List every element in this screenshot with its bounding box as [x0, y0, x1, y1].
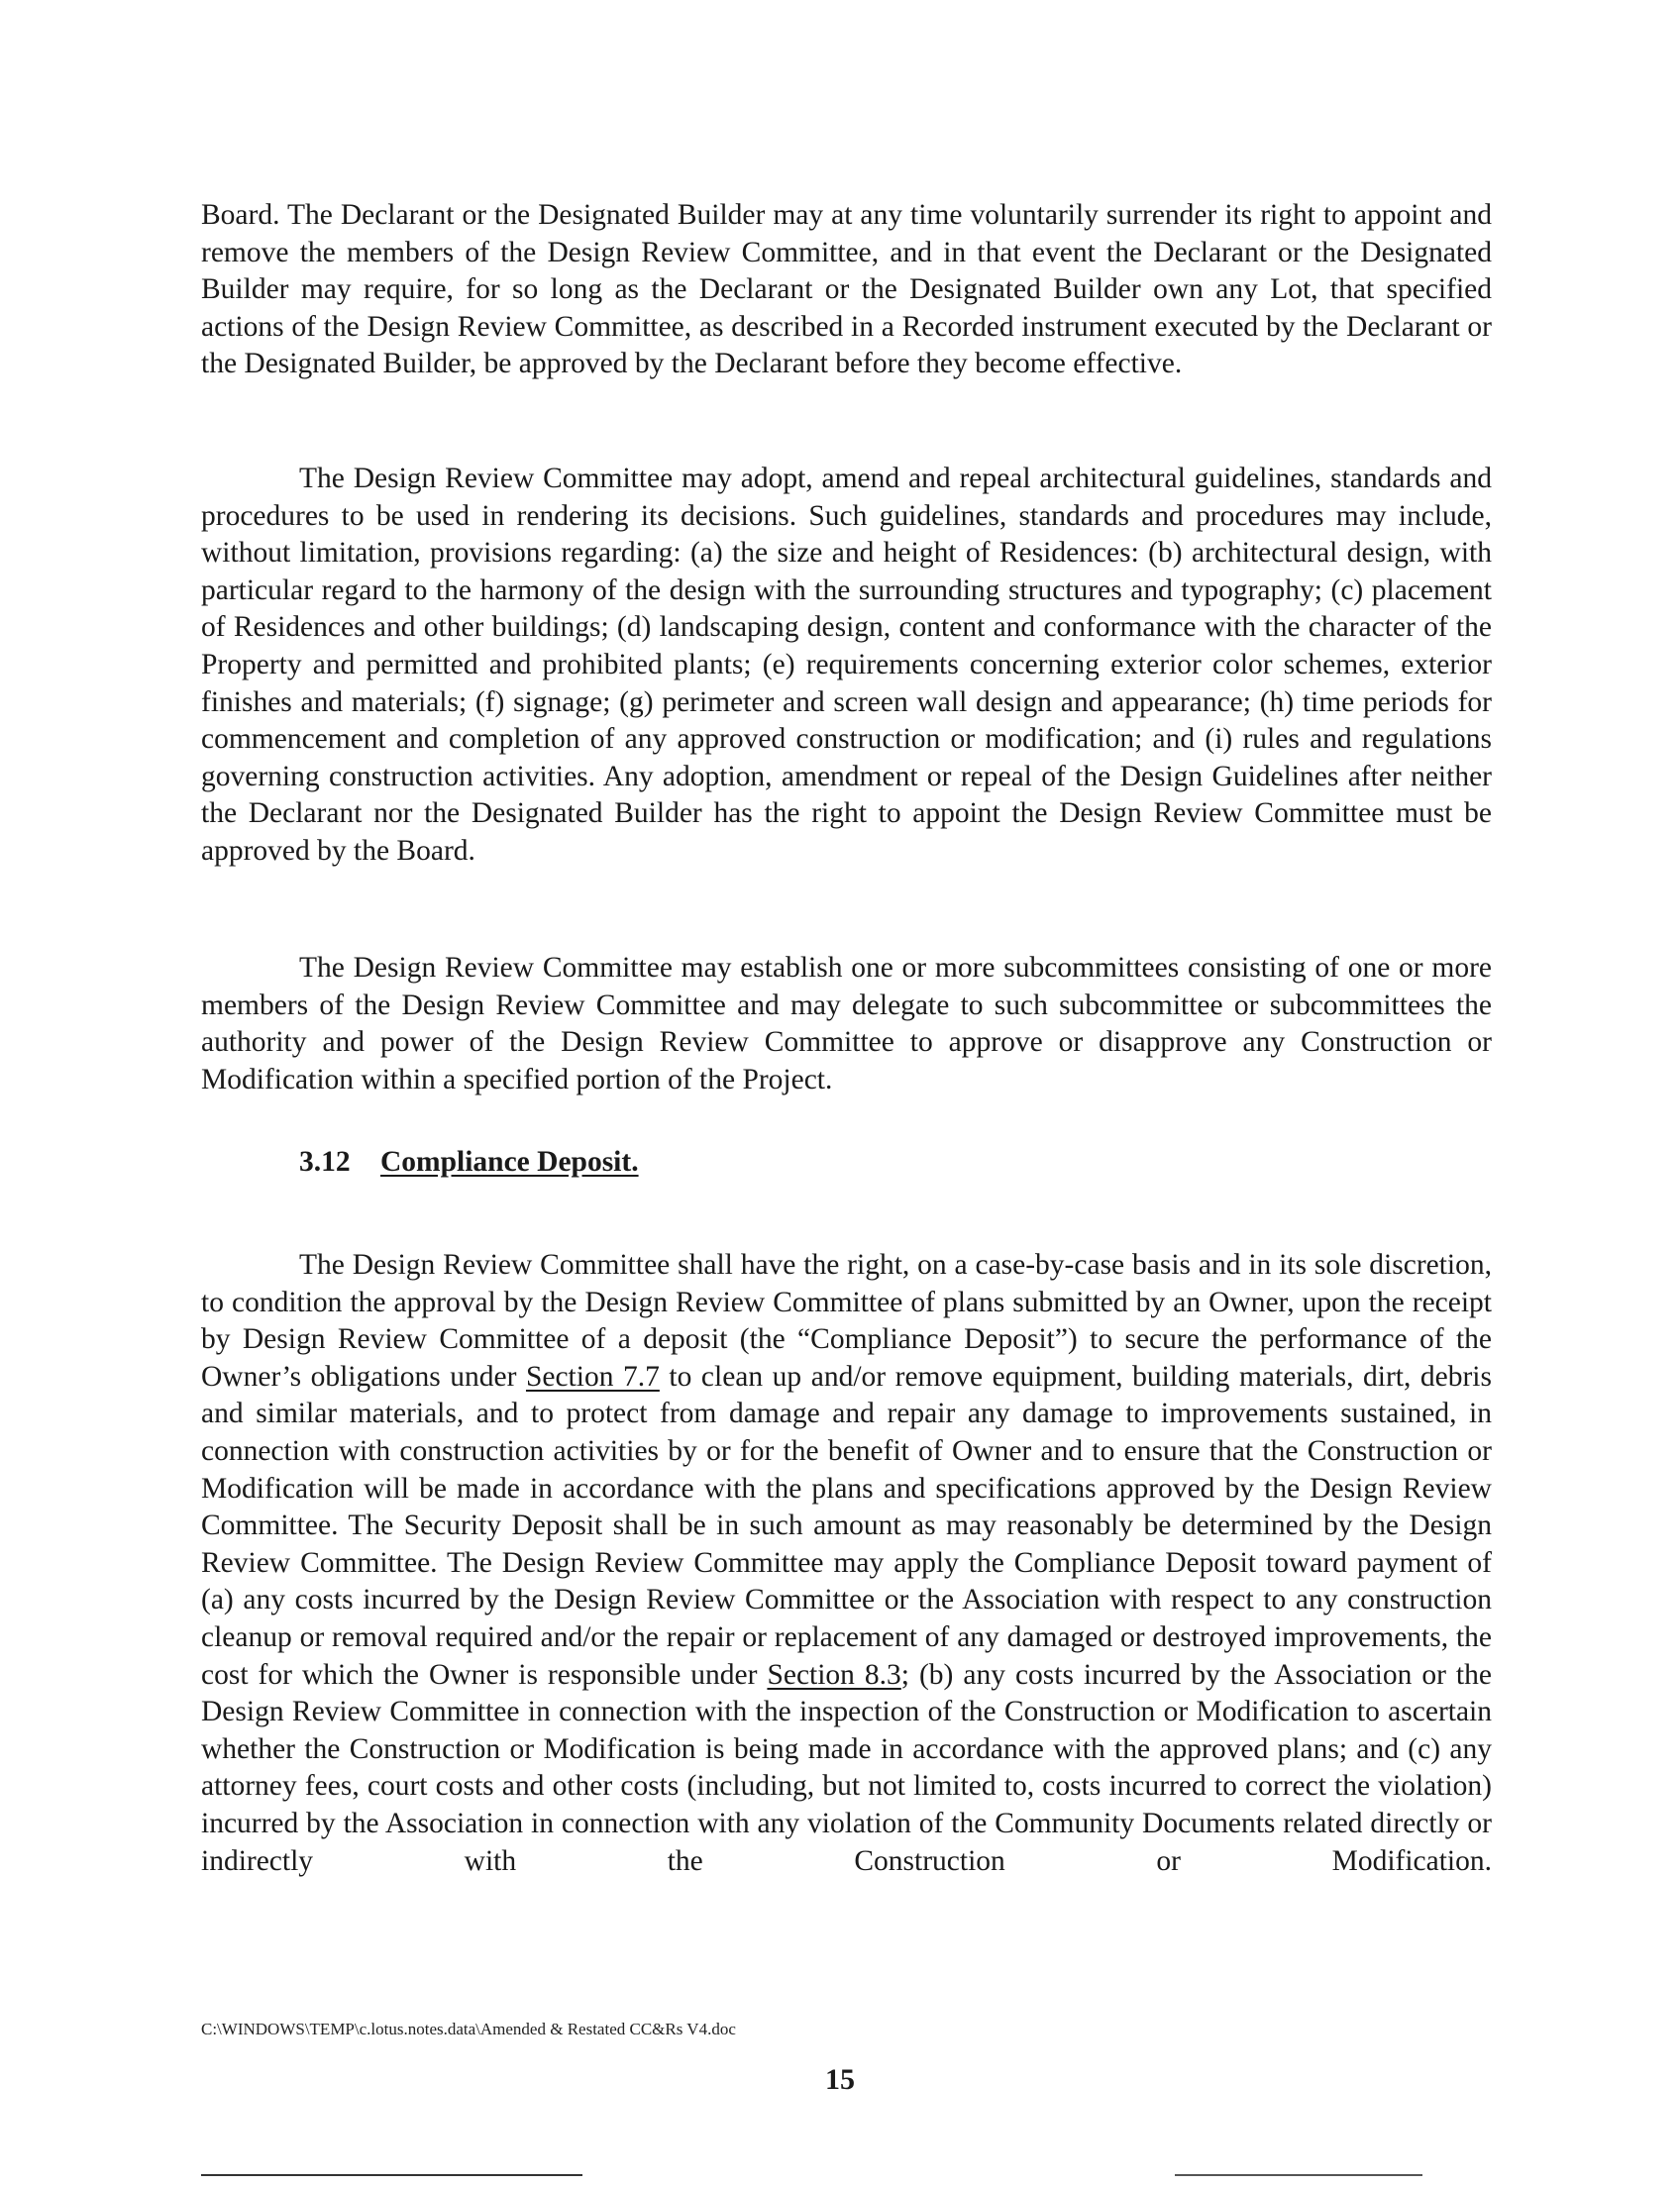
page-number: 15	[825, 2063, 855, 2096]
section-heading	[299, 1144, 639, 1182]
footer-rule-right	[1175, 2174, 1422, 2176]
compliance-text-part-2: to clean up and/or remove equipment, building materials, dirt, debris and similar materials, and to protect from damage and repair any damage to improvements sustained, in connection with construction activities by or for the benefit of Owner and to ensure that the Construction or Modification will be made in accordance with the plans and specifications approved by the Design Review Committee. The Security Deposit shall be in such amount as may reasonably be determined by the Design Review Committee. The Design Review Committee may apply the Compliance Deposit toward payment of (a) any costs incurred by the Design Review Committee or the Association with respect to any construction cleanup or removal required and/or the repair or replacement of any damaged or destroyed improvements, the cost for which the Owner is responsible under	[201, 1360, 1492, 1691]
footer-rule-left	[201, 2174, 582, 2176]
section-number: 3.12	[299, 1146, 351, 1178]
paragraph-subcommittees: The Design Review Committee may establish one or more subcommittees consisting of one or more members of the Design Review Committee and may delegate to such subcommittee or subcommittees the authority and power of the Design Review Committee to approve or disapprove any Construction or Modification within a specified portion of the Project.	[201, 952, 1492, 1095]
paragraph-design-guidelines: The Design Review Committee may adopt, amend and repeal architectural guidelines, standards and procedures to be used in rendering its decisions. Such guidelines, standards and procedures may include, without limitation, provisions regarding: (a) the size and height of Residences: (b) architectural design, with particular regard to the harmony of the design with the surrounding structures and typography; (c) placement of Residences and other buildings; (d) landscaping design, content and conformance with the character of the Property and permitted and prohibited plants; (e) requirements concerning exterior color schemes, exterior finishes and materials; (f) signage; (g) perimeter and screen wall design and appearance; (h) time periods for commencement and completion of any approved construction or modification; and (i) rules and regulations governing construction activities. Any adoption, amendment or repeal of the Design Guidelines after neither the Declarant nor the Designated Builder has the right to appoint the Design Review Committee must be approved by the Board.	[201, 463, 1492, 867]
paragraph-board-surrender-rights: Board. The Declarant or the Designated Builder may at any time voluntarily surrender its right to appoint and remove the members of the Design Review Committee, and in that event the Declarant or the Designated Builder may require, for so long as the Declarant or the Designated Builder own any Lot, that specified actions of the Design Review Committee, as described in a Recorded instrument executed by the Declarant or the Designated Builder, be approved by the Declarant before they become effective.	[201, 199, 1492, 380]
section-reference-8-3: Section 8.3	[767, 1658, 901, 1691]
section-title: Compliance Deposit.	[380, 1146, 639, 1178]
footer-file-path: C:\WINDOWS\TEMP\c.lotus.notes.data\Amended & Restated CC&Rs V4.doc	[201, 2020, 736, 2038]
paragraph-compliance-deposit	[201, 1247, 1492, 1880]
compliance-text-part-3: ; (b) any costs incurred by the Association or the Design Review Committee in connection with the inspection of the Construction or Modification to ascertain whether the Construction or Modification is being made in accordance with the approved plans; and (c) any attorney fees, court costs and other costs (including, but not limited to, costs incurred to correct the violation) incurred by the Association in connection with any violation of the Community Documents related directly or indirectly with the Construction or Modification.	[201, 1658, 1492, 1877]
compliance-text-part-1: The Design Review Committee shall have the right, on a case-by-case basis and in its sole discretion, to condition the approval by the Design Review Committee of plans submitted by an Owner, upon the receipt by Design Review Committee of a deposit (the “Compliance Deposit”) to secure the performance of the Owner’s obligations under	[201, 1249, 1492, 1393]
section-reference-7-7: Section 7.7	[525, 1360, 660, 1393]
